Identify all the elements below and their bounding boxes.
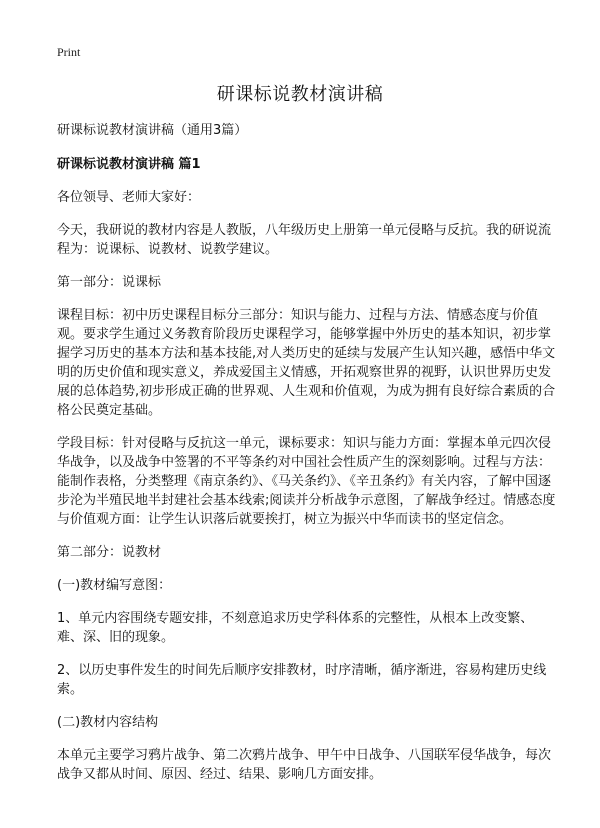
paragraph-structure-heading: (二)教材内容结构 [57,715,159,730]
document-title: 研课标说教材演讲稿 [216,84,384,105]
document-subtitle: 研课标说教材演讲稿（通用3篇） [57,123,248,138]
paragraph-intro: 今天，我研说的教材内容是人教版，八年级历史上册第一单元侵略与反抗。我的研说流程为：说课标、说教材、说教学建议。 [57,223,552,257]
paragraph-intent-2: 2、以历史事件发生的时间先后顺序安排教材，时序清晰，循序渐进，容易构建历史线索。 [57,663,547,697]
document-body [57,121,558,798]
paragraph-structure-body: 本单元主要学习鸦片战争、第二次鸦片战争、甲午中日战争、八国联军侵华战争，每次战争又都从时间、原因、经过、结果、影响几方面安排。 [57,748,552,782]
paragraph-course-goals: 课程目标：初中历史课程目标分三部分：知识与能力、过程与方法、情感态度与价值观。要求学生通过义务教育阶段历史课程学习，能够掌握中外历史的基本知识，初步掌握学习历史的基本方法和基本技能,对人类历史的延续与发展产生认知兴趣，感悟中华文明的历史价值和现实意义，养成爱国主义情感，开拓观察世界的视野，认识世界历史发展的总体趋势,初步形成正确的世界观、人生观和价值观，为成为拥有良好综合素质的合格公民奠定基础。 [57,308,556,418]
paragraph-intent-1: 1、单元内容围绕专题安排，不刻意追求历史学科体系的完整性，从根本上改变繁、难、深、旧的现象。 [57,611,534,645]
paragraph-part1-heading: 第一部分：说课标 [57,275,162,290]
section-heading: 研课标说教材演讲稿 篇1 [57,157,201,172]
paragraph-intent-heading: (一)教材编写意图： [57,578,172,593]
paragraph-part2-heading: 第二部分：说教材 [57,545,162,560]
print-link[interactable]: Print [57,45,81,59]
paragraph-stage-goals: 学段目标：针对侵略与反抗这一单元，课标要求：知识与能力方面：掌握本单元四次侵华战争，以及战争中签署的不平等条约对中国社会性质产生的深刻影响。过程与方法：能制作表格，分类整理《南京条约》、《马关条约》、《辛丑条约》有关内容，了解中国逐步沦为半殖民地半封建社会基本线索;阅读并分析战争示意图，了解战争经过。情感态度与价值观方面：让学生认识落后就要挨打，树立为振兴中华而读书的坚定信念。 [57,436,556,527]
paragraph-greeting: 各位领导、老师大家好： [57,190,201,205]
